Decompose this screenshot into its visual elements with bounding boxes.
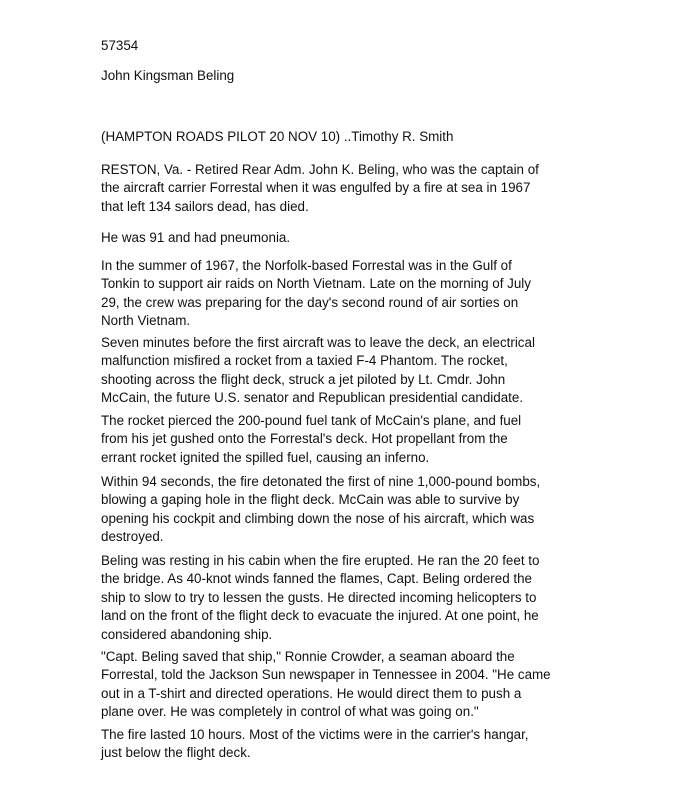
article-paragraph <box>101 552 700 644</box>
text-line: shooting across the flight deck, struck a jet piloted by Lt. Cmdr. John <box>101 371 506 387</box>
text-line: considered abandoning ship. <box>101 626 273 642</box>
article-paragraph <box>101 412 700 467</box>
text-line: Tonkin to support air raids on North Vietnam. Late on the morning of July <box>101 276 531 292</box>
text-line: He was 91 and had pneumonia. <box>101 230 291 245</box>
text-line: the bridge. As 40-knot winds fanned the flames, Capt. Beling ordered the <box>101 571 532 587</box>
article-paragraph <box>101 257 700 331</box>
text-line: just below the flight deck. <box>101 745 251 761</box>
text-line: Within 94 seconds, the fire detonated the first of nine 1,000-pound bombs, <box>101 474 541 489</box>
text-line: The rocket pierced the 200-pound fuel tank of McCain's plane, and fuel <box>101 413 522 428</box>
text-line: McCain, the future U.S. senator and Republican presidential candidate. <box>101 390 524 406</box>
text-line: Forrestal, told the Jackson Sun newspaper in Tennessee in 2004. "He came <box>101 667 551 683</box>
text-line: ship to slow to try to lessen the gusts. He directed incoming helicopters to <box>101 589 537 605</box>
text-line: 29, the crew was preparing for the day's second round of air sorties on <box>101 294 519 310</box>
text-line: Seven minutes before the first aircraft was to leave the deck, an electrical <box>101 335 535 350</box>
article-paragraph <box>101 334 700 408</box>
source-byline: (HAMPTON ROADS PILOT 20 NOV 10) ..Timothy R. Smith <box>101 129 454 144</box>
article-paragraph <box>101 726 700 763</box>
text-line: "Capt. Beling saved that ship," Ronnie Crowder, a seaman aboard the <box>101 649 515 664</box>
text-line: opening his cockpit and climbing down the nose of his aircraft, which was <box>101 510 535 526</box>
text-line: In the summer of 1967, the Norfolk-based Forrestal was in the Gulf of <box>101 258 512 273</box>
article-paragraph <box>101 648 700 722</box>
text-line: The fire lasted 10 hours. Most of the victims were in the carrier's hangar, <box>101 727 529 742</box>
text-line: plane over. He was completely in control of what was going on." <box>101 704 479 720</box>
text-line: RESTON, Va. - Retired Rear Adm. John K. Beling, who was the captain of <box>101 162 539 177</box>
text-line: errant rocket ignited the spilled fuel, causing an inferno. <box>101 449 430 465</box>
document-number: 57354 <box>101 38 139 53</box>
text-line: Beling was resting in his cabin when the fire erupted. He ran the 20 feet to <box>101 553 540 568</box>
text-line: the aircraft carrier Forrestal when it was engulfed by a fire at sea in 1967 <box>101 180 531 196</box>
text-line: malfunction misfired a rocket from a taxied F-4 Phantom. The rocket, <box>101 353 508 369</box>
text-line: land on the front of the flight deck to evacuate the injured. At one point, he <box>101 608 539 624</box>
text-line: blowing a gaping hole in the flight deck. McCain was able to survive by <box>101 492 520 508</box>
document-subject-name: John Kingsman Beling <box>101 68 235 83</box>
text-line: North Vietnam. <box>101 313 191 329</box>
article-paragraph <box>101 473 700 547</box>
text-line: that left 134 sailors dead, has died. <box>101 198 309 214</box>
article-paragraph <box>101 229 700 247</box>
text-line: from his jet gushed onto the Forrestal's deck. Hot propellant from the <box>101 431 508 447</box>
article-paragraph <box>101 161 700 216</box>
text-line: destroyed. <box>101 529 164 545</box>
text-line: out in a T-shirt and directed operations. He would direct them to push a <box>101 685 522 701</box>
